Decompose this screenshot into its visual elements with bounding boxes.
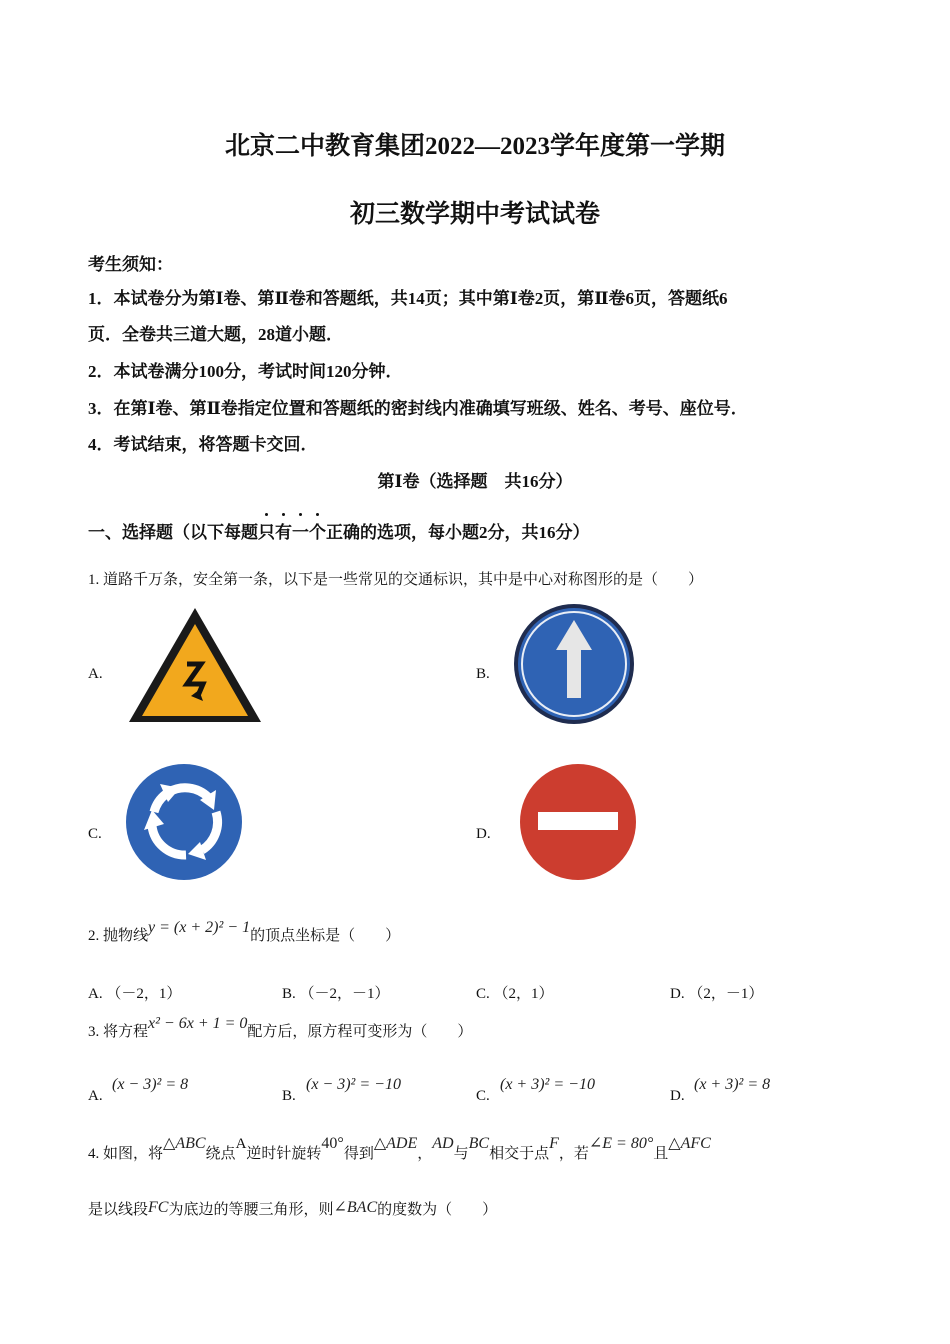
notice-item-4: 4．考试结束，将答题卡交回． bbox=[88, 435, 318, 454]
no-entry-sign-icon bbox=[518, 762, 638, 882]
q4-math: BC bbox=[468, 1135, 490, 1152]
q2-stem bbox=[88, 919, 401, 945]
notice-item-1-line-1: 1．本试卷分为第Ⅰ卷、第Ⅱ卷和答题纸，共14页；其中第Ⅰ卷2页，第Ⅱ卷6页，答题纸6 bbox=[88, 289, 728, 308]
q4-text: 4. 如图，将 bbox=[88, 1146, 164, 1162]
q1-option-b-label: B. bbox=[476, 666, 490, 682]
q4-text: 绕点 bbox=[205, 1146, 236, 1162]
q2-formula: y = (x + 2)² − 1 bbox=[148, 919, 251, 936]
volume-heading: 第Ⅰ卷（选择题 共16分） bbox=[377, 472, 573, 491]
q4-math: ∠E = 80° bbox=[588, 1135, 654, 1152]
q4-text: 的度数为（ ） bbox=[377, 1202, 498, 1218]
part-heading bbox=[88, 518, 590, 543]
q4-math: △AFC bbox=[668, 1135, 711, 1152]
warning-curve-sign-icon bbox=[125, 604, 265, 726]
q4-text: 相交于点 bbox=[489, 1146, 550, 1162]
q1-option-a-label: A. bbox=[88, 666, 103, 682]
q3-option-b-formula: (x − 3)² = −10 bbox=[306, 1076, 401, 1093]
emphasis-char: 只 bbox=[258, 523, 275, 542]
q2-option-b: B. （－2，－1） bbox=[282, 986, 390, 1002]
emphasis-dot bbox=[316, 513, 319, 516]
q4-text: 为底边的等腰三角形，则 bbox=[168, 1202, 334, 1218]
q4-text: 得到 bbox=[343, 1146, 374, 1162]
emphasis-dot bbox=[299, 513, 302, 516]
q3-option-d-formula: (x + 3)² = 8 bbox=[694, 1076, 771, 1093]
q4-text: 是以线段 bbox=[88, 1202, 149, 1218]
q3-formula: x² − 6x + 1 = 0 bbox=[148, 1015, 248, 1032]
q2-text-pre: 2. 抛物线 bbox=[88, 928, 149, 944]
q4-stem-line-1 bbox=[88, 1135, 868, 1163]
q1-option-d-label: D. bbox=[476, 826, 491, 842]
q2-option-d: D. （2，－1） bbox=[670, 986, 764, 1002]
notice-heading: 考生须知： bbox=[88, 255, 173, 274]
q3-text-post: 配方后，原方程可变形为（ ） bbox=[247, 1024, 473, 1040]
title-line-1: 北京二中教育集团2022—2023学年度第一学期 bbox=[224, 133, 725, 160]
emphasis-dot bbox=[265, 513, 268, 516]
q1-option-c-label: C. bbox=[88, 826, 102, 842]
q3-option-a-label: A. bbox=[88, 1088, 103, 1104]
notice-item-3: 3．在第Ⅰ卷、第Ⅱ卷指定位置和答题纸的密封线内准确填写班级、姓名、考号、座位号． bbox=[88, 399, 748, 418]
q4-text: 且 bbox=[653, 1146, 669, 1162]
q2-text-post: 的顶点坐标是（ ） bbox=[250, 928, 401, 944]
emphasis-char: 一 bbox=[292, 523, 309, 542]
part-heading-pre: 一、选择题（以下每题 bbox=[88, 523, 258, 542]
notice-item-1-line-2: 页．全卷共三道大题，28道小题． bbox=[88, 325, 343, 344]
q3-option-c-formula: (x + 3)² = −10 bbox=[500, 1076, 595, 1093]
q4-math: A bbox=[235, 1136, 247, 1152]
q4-math: F bbox=[549, 1135, 559, 1152]
q4-text: ， bbox=[417, 1146, 433, 1162]
q4-text: 与 bbox=[453, 1146, 469, 1162]
q4-math: AD bbox=[432, 1135, 454, 1152]
q4-math: ∠BAC bbox=[333, 1199, 378, 1216]
emphasis-char: 个 bbox=[309, 523, 326, 542]
q2-option-c: C. （2，1） bbox=[476, 986, 554, 1002]
q4-text: 逆时针旋转 bbox=[246, 1146, 322, 1162]
q4-math: △ABC bbox=[163, 1135, 206, 1152]
emphasis-char: 有 bbox=[275, 523, 292, 542]
notice-item-2: 2．本试卷满分100分，考试时间120分钟． bbox=[88, 362, 403, 381]
q1-stem: 1. 道路千万条，安全第一条，以下是一些常见的交通标识，其中是中心对称图形的是（ ） bbox=[88, 572, 704, 588]
title-line-2: 初三数学期中考试试卷 bbox=[349, 201, 600, 228]
q3-stem bbox=[88, 1015, 473, 1041]
q3-option-d-label: D. bbox=[670, 1088, 685, 1104]
emphasis-dot bbox=[282, 513, 285, 516]
q4-text: ，若 bbox=[558, 1146, 589, 1162]
q4-math: △ADE bbox=[373, 1135, 418, 1152]
q3-text-pre: 3. 将方程 bbox=[88, 1024, 149, 1040]
q4-stem-line-2 bbox=[88, 1198, 497, 1219]
q3-option-c-label: C. bbox=[476, 1088, 490, 1104]
q4-math: 40° bbox=[321, 1135, 344, 1152]
q2-option-a: A. （－2，1） bbox=[88, 986, 182, 1002]
q3-option-b-label: B. bbox=[282, 1088, 296, 1104]
roundabout-sign-icon bbox=[124, 762, 244, 882]
q3-option-a-formula: (x − 3)² = 8 bbox=[112, 1076, 189, 1093]
q4-math: FC bbox=[148, 1199, 169, 1216]
part-heading-post: 正确的选项，每小题2分，共16分） bbox=[326, 523, 590, 542]
straight-ahead-sign-icon bbox=[512, 602, 636, 726]
